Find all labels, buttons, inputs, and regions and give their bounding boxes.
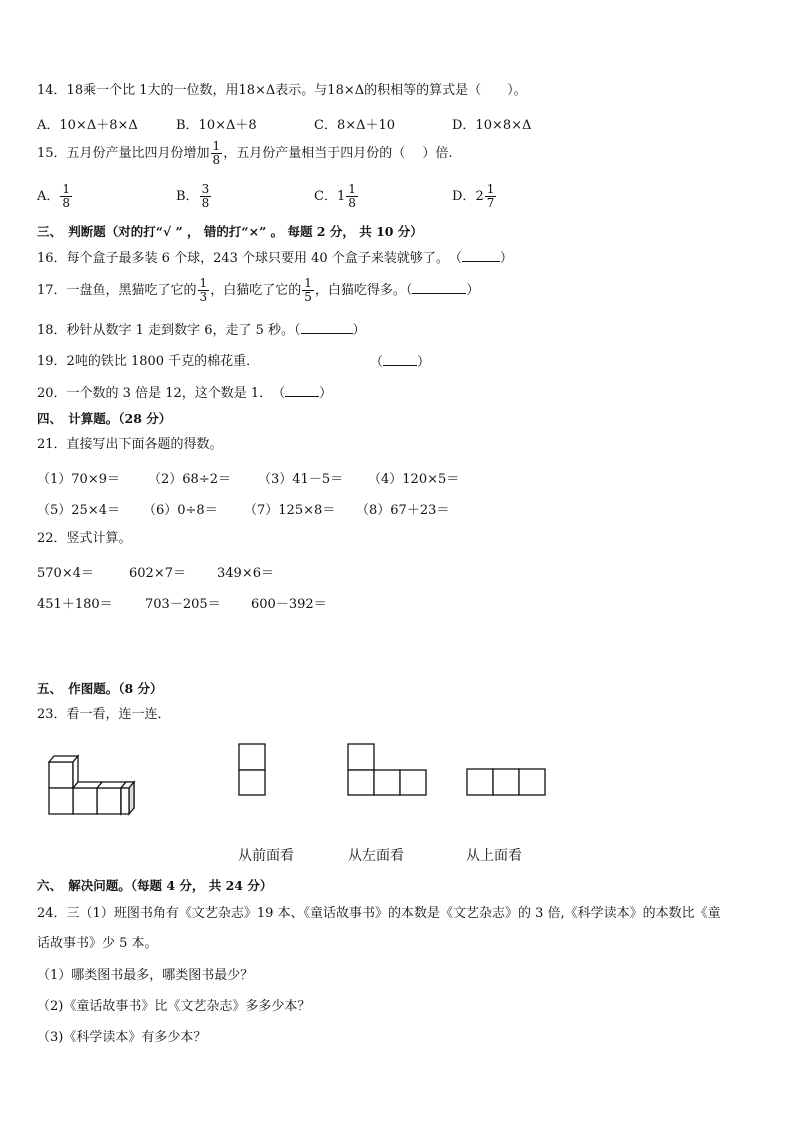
- q15-b-label: B．: [176, 189, 199, 204]
- q15-d-label: D．: [452, 189, 476, 204]
- q21-item-1: （1）70×9＝: [37, 472, 120, 487]
- q22-item-2: 602×7＝: [129, 566, 186, 581]
- q21-item-5: （5）25×4＝: [37, 503, 120, 518]
- question-24-sub-2: （2)《童话故事书》比《文艺杂志》多多少本？: [37, 999, 311, 1014]
- q15-a-num: 1: [62, 182, 71, 196]
- q18-answer-blank[interactable]: [301, 321, 353, 334]
- q18-text: 18．秒针从数字 1 走到数字 6，走了 5 秒。（: [37, 323, 301, 338]
- q17-close: ）: [466, 283, 480, 298]
- q22-item-5: 703－205＝: [145, 597, 221, 612]
- q16-answer-blank[interactable]: [462, 249, 500, 262]
- q17-part1: 17．一盘鱼，黑猫吃了它的: [37, 283, 197, 298]
- question-24-sub-3: （3)《科学读本》有多少本？: [37, 1030, 207, 1045]
- question-19: 19．2吨的铁比 1800 千克的棉花重．: [37, 354, 260, 369]
- q17-part3: ，白猫吃得多。（: [314, 283, 413, 298]
- q15-b-num: 3: [201, 182, 210, 196]
- question-24-line-2: 话故事书》少 5 本。: [37, 936, 158, 951]
- q21-item-2: （2）68÷2＝: [148, 472, 231, 487]
- question-24-sub-1: （1）哪类图书最多，哪类图书最少？: [37, 968, 254, 983]
- q14-option-a: A．10×Δ＋8×Δ: [37, 118, 138, 133]
- question-22: 22．竖式计算。: [37, 531, 132, 546]
- q15-fraction: [211, 140, 223, 167]
- q16-text: 16．每个盒子最多装 6 个球，243 个球只要用 40 个盒子来装就够了。 （: [37, 251, 462, 266]
- q15-c-label: C．: [314, 189, 337, 204]
- section-3-heading: 三、 判断题（对的打“√ ” ， 错的打“×” 。 每题 2 分， 共 10 分）: [37, 224, 423, 239]
- question-23: 23．看一看，连一连．: [37, 707, 171, 722]
- q17-f2-num: 1: [304, 276, 312, 290]
- q15-option-c: [314, 183, 359, 210]
- question-16: [37, 249, 513, 268]
- q15-option-d: [452, 183, 497, 210]
- q19-close: ）: [417, 355, 431, 370]
- q19-answer: [370, 353, 430, 372]
- q15-option-a: [37, 183, 73, 210]
- q19-open: （: [370, 355, 384, 370]
- q15-a-label: A．: [37, 189, 60, 204]
- q22-item-1: 570×4＝: [37, 566, 94, 581]
- q21-item-7: （7）125×8＝: [244, 503, 336, 518]
- section-6-heading: 六、 解决问题。（每题 4 分， 共 24 分）: [37, 878, 273, 893]
- q17-f2-den: 5: [304, 290, 312, 304]
- q15-text-before: 15．五月份产量比四月份增加: [37, 146, 210, 161]
- q21-item-4: （4）120×5＝: [368, 472, 460, 487]
- q14-option-c: C．8×Δ＋10: [314, 118, 396, 133]
- q15-option-b: [176, 183, 212, 210]
- cube-stack-figure: [44, 752, 140, 818]
- top-view-figure: [466, 768, 548, 798]
- q17-f1-den: 3: [199, 290, 208, 304]
- question-14: 14．18乘一个比 1大的一位数，用18×Δ表示。与18×Δ的积相等的算式是（ ）。: [37, 83, 527, 98]
- q15-frac-den: 8: [212, 153, 221, 167]
- q16-close: ）: [499, 251, 513, 266]
- q19-answer-blank[interactable]: [383, 353, 417, 366]
- question-18: [37, 321, 366, 340]
- section-4-heading: 四、 计算题。（28 分）: [37, 411, 172, 426]
- q22-item-3: 349×6＝: [217, 566, 274, 581]
- left-view-figure: [347, 743, 429, 797]
- question-17: [37, 277, 479, 304]
- caption-top-view: 从上面看: [466, 848, 522, 864]
- q17-part2: ，白猫吃了它的: [210, 283, 302, 298]
- q15-c-whole: 1: [336, 189, 346, 204]
- q22-item-4: 451＋180＝: [37, 597, 113, 612]
- caption-front-view: 从前面看: [238, 848, 294, 864]
- q21-item-6: （6）0÷8＝: [143, 503, 218, 518]
- q22-item-6: 600－392＝: [251, 597, 327, 612]
- q21-item-3: （3）41－5＝: [258, 472, 344, 487]
- q15-c-den: 8: [348, 196, 356, 210]
- q20-close: ）: [319, 386, 333, 401]
- question-15: [37, 140, 452, 167]
- q15-d-whole: 2: [475, 189, 484, 204]
- q14-option-d: D．10×8×Δ: [452, 118, 532, 133]
- caption-left-view: 从左面看: [348, 848, 404, 864]
- q21-item-8: （8）67＋23＝: [356, 503, 450, 518]
- q17-fraction-2: [302, 277, 314, 304]
- front-view-figure: [238, 743, 268, 797]
- q15-d-fraction: [485, 183, 497, 210]
- q15-text-after: ，五月份产量相当于四月份的（ ）倍.: [223, 146, 453, 161]
- q15-c-fraction: [346, 183, 358, 210]
- q20-text: 20．一个数的 3 倍是 12，这个数是 1． （: [37, 386, 286, 401]
- q14-option-b: B．10×Δ＋8: [176, 118, 257, 133]
- q15-b-fraction: [200, 183, 212, 210]
- q17-answer-blank[interactable]: [412, 281, 466, 294]
- q15-a-fraction: [60, 183, 72, 210]
- q15-d-den: 7: [486, 196, 495, 210]
- q15-a-den: 8: [62, 196, 71, 210]
- section-5-heading: 五、 作图题。（8 分）: [37, 681, 163, 696]
- q17-fraction-1: [198, 277, 210, 304]
- question-24-line-1: 24．三（1）班图书角有《文艺杂志》19 本、《童话故事书》的本数是《文艺杂志》的 3 倍,《科学读本》的本数比《童: [37, 906, 721, 921]
- q15-c-num: 1: [348, 182, 356, 196]
- question-20: [37, 384, 332, 403]
- question-21: 21．直接写出下面各题的得数。: [37, 437, 223, 452]
- q15-d-num: 1: [486, 182, 495, 196]
- q17-f1-num: 1: [199, 276, 208, 290]
- q18-close: ）: [352, 323, 366, 338]
- q20-answer-blank[interactable]: [285, 384, 319, 397]
- q15-frac-num: 1: [212, 139, 221, 153]
- q15-b-den: 8: [201, 196, 210, 210]
